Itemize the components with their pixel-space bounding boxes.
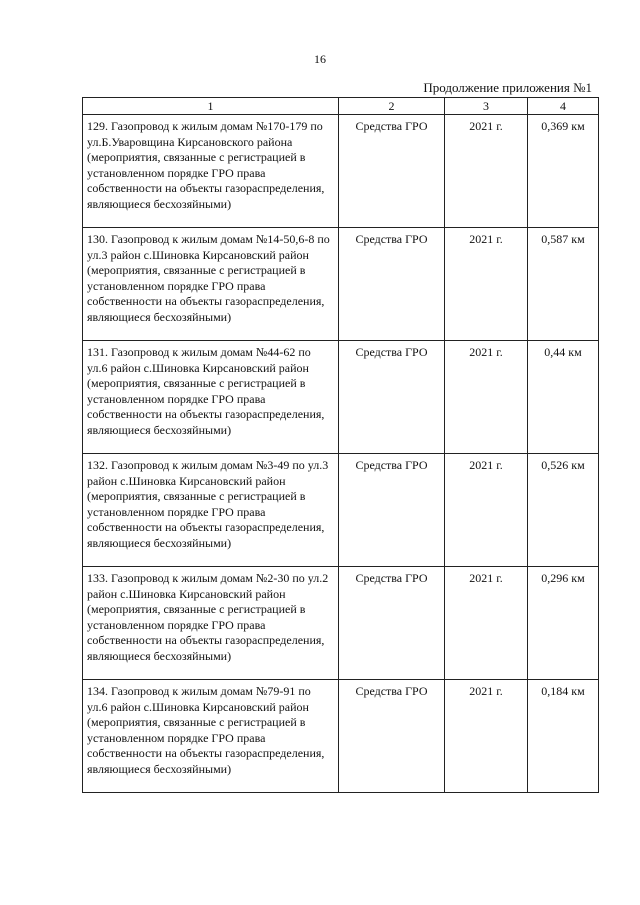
table-row — [83, 341, 599, 454]
year-cell: 2021 г. — [445, 228, 528, 341]
page-number: 16 — [314, 52, 326, 66]
year-cell: 2021 г. — [445, 115, 528, 228]
funding-source: Средства ГРО — [339, 115, 445, 228]
column-header-3: 3 — [445, 98, 528, 115]
object-description: 130. Газопровод к жилым домам №14-50,6-8 по ул.3 район с.Шиновка Кирсановский район (мероприятия, связанные с регистрацией в установленном порядке ГРО права собственности на объекты газораспределения, являющиеся бесхозяйными) — [83, 228, 339, 341]
length-cell: 0,296 км — [528, 567, 599, 680]
object-description: 129. Газопровод к жилым домам №170-179 по ул.Б.Уваровщина Кирсановского района (мероприятия, связанные с регистрацией в установленном порядке ГРО права собственности на объекты газораспределения, являющиеся бесхозяйными) — [83, 115, 339, 228]
table-header-row — [83, 98, 599, 115]
length-cell: 0,184 км — [528, 680, 599, 793]
funding-source: Средства ГРО — [339, 680, 445, 793]
object-description: 133. Газопровод к жилым домам №2-30 по ул.2 район с.Шиновка Кирсановский район (мероприятия, связанные с регистрацией в установленном порядке ГРО права собственности на объекты газораспределения, являющиеся бесхозяйными) — [83, 567, 339, 680]
object-description: 131. Газопровод к жилым домам №44-62 по ул.6 район с.Шиновка Кирсановский район (мероприятия, связанные с регистрацией в установленном порядке ГРО права собственности на объекты газораспределения, являющиеся бесхозяйными) — [83, 341, 339, 454]
length-cell: 0,526 км — [528, 454, 599, 567]
length-cell: 0,587 км — [528, 228, 599, 341]
column-header-4: 4 — [528, 98, 599, 115]
length-cell: 0,44 км — [528, 341, 599, 454]
year-cell: 2021 г. — [445, 567, 528, 680]
table-row — [83, 115, 599, 228]
table-row — [83, 680, 599, 793]
funding-source: Средства ГРО — [339, 341, 445, 454]
table-row — [83, 228, 599, 341]
column-header-2: 2 — [339, 98, 445, 115]
funding-source: Средства ГРО — [339, 228, 445, 341]
funding-source: Средства ГРО — [339, 454, 445, 567]
continuation-label: Продолжение приложения №1 — [423, 80, 592, 95]
table-row — [83, 567, 599, 680]
year-cell: 2021 г. — [445, 454, 528, 567]
length-cell: 0,369 км — [528, 115, 599, 228]
year-cell: 2021 г. — [445, 680, 528, 793]
object-description: 134. Газопровод к жилым домам №79-91 по ул.6 район с.Шиновка Кирсановский район (мероприятия, связанные с регистрацией в установленном порядке ГРО права собственности на объекты газораспределения, являющиеся бесхозяйными) — [83, 680, 339, 793]
year-cell: 2021 г. — [445, 341, 528, 454]
column-header-1: 1 — [83, 98, 339, 115]
object-description: 132. Газопровод к жилым домам №3-49 по ул.3 район с.Шиновка Кирсановский район (мероприятия, связанные с регистрацией в установленном порядке ГРО права собственности на объекты газораспределения, являющиеся бесхозяйными) — [83, 454, 339, 567]
table-row — [83, 454, 599, 567]
funding-source: Средства ГРО — [339, 567, 445, 680]
appendix-table — [82, 97, 599, 793]
